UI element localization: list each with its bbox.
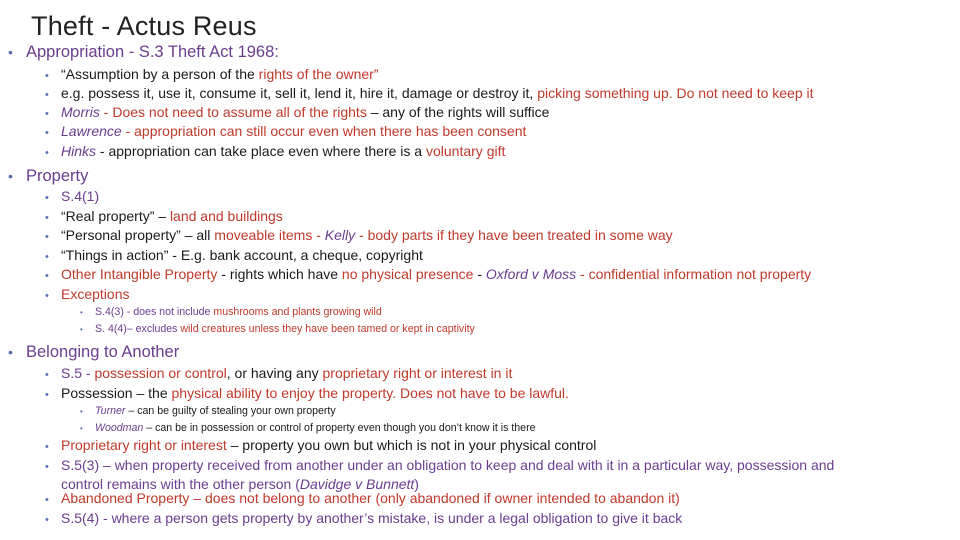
bullet-icon: • [8,44,13,60]
list-item: • Hinks - appropriation can take place even where there is a voluntary gift [45,143,506,159]
list-item: • S.5 - possession or control, or having any proprietary right or interest in it [45,365,513,381]
list-item: • Other Intangible Property - rights which have no physical presence - Oxford v Moss - confidential information not property [45,266,812,282]
heading-belonging: • Belonging to Another [8,343,180,361]
sub-list-item: • Woodman – can be in possession or control of property even though you don’t know it is there [80,422,536,434]
heading-property: • Property [8,167,89,185]
list-item: • Proprietary right or interest – property you own but which is not in your physical control [45,437,597,453]
heading-appropriation: • Appropriation - S.3 Theft Act 1968: [8,43,279,61]
list-item: • “Real property” – land and buildings [45,208,283,224]
list-item: • “Things in action” - E.g. bank account, a cheque, copyright [45,247,423,263]
list-item: • Possession – the physical ability to enjoy the property. Does not have to be lawful. [45,385,569,401]
list-item: • Lawrence - appropriation can still occur even when there has been consent [45,123,527,139]
list-item: • “Assumption by a person of the rights of the owner” [45,66,379,82]
sub-list-item: • S.4(3) - does not include mushrooms and plants growing wild [80,306,382,318]
slide-title: Theft - Actus Reus [31,11,257,41]
list-item: • S.5(3) – when property received from another under an obligation to keep and deal with it in a particular way, possession and control remains with the other person (Davidge v Bunnett) [45,457,835,492]
list-item: • S.5(4) - where a person gets property by another’s mistake, is under a legal obligation to give it back [45,510,683,526]
list-item: • Abandoned Property – does not belong to another (only abandoned if owner intended to abandon it) [45,490,680,506]
list-item: • “Personal property” – all moveable items - Kelly - body parts if they have been treated in some way [45,227,673,243]
bullet-icon: • [8,344,13,360]
sub-list-item: • Turner – can be guilty of stealing your own property [80,405,336,417]
sub-list-item: • S. 4(4)– excludes wild creatures unless they have been tamed or kept in captivity [80,323,475,335]
bullet-icon: • [8,168,13,184]
list-item: • e.g. possess it, use it, consume it, sell it, lend it, hire it, damage or destroy it, picking something up. Do not need to keep it [45,85,814,101]
list-item: • Exceptions [45,286,130,302]
list-item: • S.4(1) [45,188,100,204]
list-item: • Morris - Does not need to assume all of the rights – any of the rights will suffice [45,104,550,120]
